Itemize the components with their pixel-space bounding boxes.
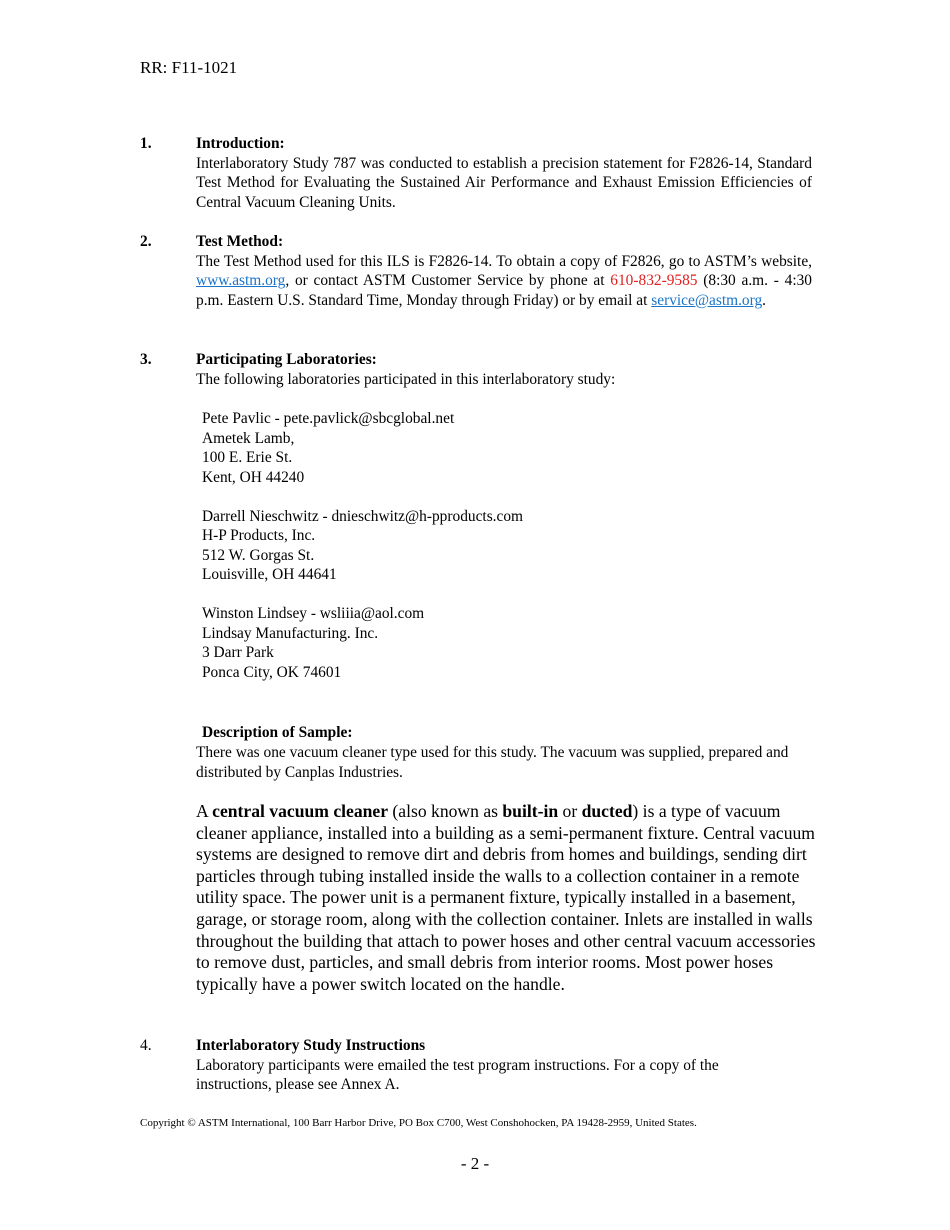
- section-text: [196, 252, 812, 311]
- section-text: The following laboratories participated in this interlaboratory study:: [196, 370, 616, 388]
- page-number: - 2 -: [460, 1154, 490, 1173]
- service-email-link[interactable]: service@astm.org: [651, 291, 763, 309]
- contact-street: 3 Darr Park: [202, 644, 274, 661]
- section-number: 1.: [140, 135, 152, 152]
- phone-number: 610-832-9585: [610, 272, 698, 289]
- section-title: Test Method:: [196, 233, 284, 250]
- section-participating-labs: [140, 350, 812, 389]
- section-title: Interlaboratory Study Instructions: [196, 1037, 426, 1054]
- bold-term: built-in: [502, 801, 559, 821]
- lab-contact: [202, 507, 523, 585]
- sample-text: There was one vacuum cleaner type used for this study. The vacuum was supplied, prepared and distributed by Canplas Industries.: [196, 744, 789, 781]
- contact-city: Ponca City, OK 74601: [202, 663, 342, 681]
- report-id: RR: F11-1021: [140, 58, 238, 77]
- contact-company: Ametek Lamb,: [202, 429, 295, 447]
- central-vacuum-paragraph: [196, 801, 816, 995]
- section-number: 3.: [140, 351, 152, 368]
- contact-name-email: Pete Pavlic - pete.pavlick@sbcglobal.net: [202, 410, 455, 427]
- text-fragment: , or contact ASTM Customer Service by phone at: [285, 272, 611, 289]
- section-test-method: [140, 232, 812, 310]
- section-number: 2.: [140, 233, 152, 250]
- text-fragment: (8:30 a.m. - 4:30 p.m. Eastern U.S. Standard Time, Monday through Friday) or by email at: [196, 272, 812, 309]
- section-text: Laboratory participants were emailed the test program instructions. For a copy of the instructions, please see Annex A.: [196, 1056, 719, 1093]
- text-fragment: .: [762, 291, 767, 309]
- text-fragment: ) is a type of vacuum cleaner appliance, installed into a building as a semi-permanent fixture. Central vacuum systems are designed to remove dirt and debris from homes and buildings, sending dirt particles through tubing installed inside the walls to a collection container in a remote utility space. The power unit is a permanent fixture, typically installed in a basement, garage, or storage room, along with the collection container. Inlets are installed in walls throughout the building that attach to power hoses and other central vacuum accessories to remove dust, particles, and small debris from interior rooms. Most power hoses typically have a power switch located on the handle.: [196, 801, 816, 994]
- contact-city: Louisville, OH 44641: [202, 566, 337, 583]
- text-fragment: or: [558, 801, 582, 821]
- contact-street: 100 E. Erie St.: [202, 449, 293, 466]
- lab-contact: [202, 604, 523, 682]
- astm-website-link[interactable]: www.astm.org: [196, 272, 286, 289]
- section-text: Interlaboratory Study 787 was conducted to establish a precision statement for F2826-14, Standard Test Method for Evaluating the Sustained Air Performance and Exhaust Emission Efficiencies of Central Vacuum Cleaning Units.: [196, 154, 812, 211]
- lab-contact-list: [202, 409, 523, 702]
- section-title: Introduction:: [196, 135, 285, 152]
- contact-street: 512 W. Gorgas St.: [202, 546, 315, 564]
- copyright-footer: Copyright © ASTM International, 100 Barr Harbor Drive, PO Box C700, West Conshohocken, PA 19428-2959, United States.: [140, 1117, 697, 1129]
- lab-contact: [202, 409, 523, 487]
- contact-name-email: Winston Lindsey - wsliiia@aol.com: [202, 605, 425, 622]
- section-introduction: [140, 134, 812, 212]
- section-number: 4.: [140, 1037, 152, 1054]
- contact-name-email: Darrell Nieschwitz - dnieschwitz@h-pproducts.com: [202, 507, 524, 525]
- contact-company: Lindsay Manufacturing. Inc.: [202, 624, 379, 642]
- section-title: Participating Laboratories:: [196, 351, 377, 368]
- contact-company: H-P Products, Inc.: [202, 527, 316, 544]
- bold-term: central vacuum cleaner: [212, 801, 389, 821]
- sample-title: Description of Sample:: [202, 724, 353, 741]
- contact-city: Kent, OH 44240: [202, 468, 305, 486]
- text-fragment: (also known as: [388, 801, 503, 821]
- text-fragment: The Test Method used for this ILS is F2826-14. To obtain a copy of F2826, go to ASTM’s website,: [196, 252, 812, 270]
- bold-term: ducted: [581, 801, 633, 821]
- text-fragment: A: [196, 801, 213, 821]
- section-study-instructions: [140, 1036, 812, 1095]
